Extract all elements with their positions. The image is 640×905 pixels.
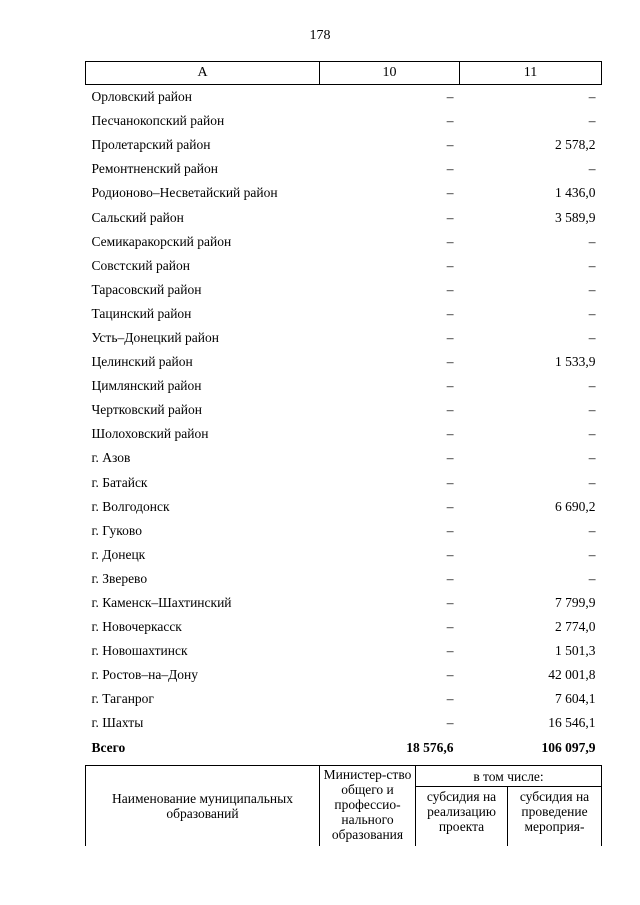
row-col-10: – bbox=[446, 426, 454, 442]
row-col-11: 16 546,1 bbox=[548, 715, 596, 731]
row-col-11: – bbox=[588, 426, 596, 442]
column-header-subsidy-project bbox=[416, 787, 508, 847]
row-name: г. Зверево bbox=[91, 570, 148, 586]
row-col-11: 2 774,0 bbox=[555, 619, 596, 635]
table-row bbox=[86, 278, 602, 302]
row-col-10: – bbox=[446, 619, 454, 635]
table-row bbox=[86, 157, 602, 181]
row-name: г. Ростов–на–Дону bbox=[91, 667, 199, 683]
row-col-10: – bbox=[446, 691, 454, 707]
row-name: г. Каменск–Шахтинский bbox=[91, 595, 232, 611]
table-row bbox=[86, 326, 602, 350]
row-col-11: – bbox=[588, 305, 596, 321]
row-col-10: – bbox=[446, 137, 454, 153]
row-col-10: – bbox=[446, 329, 454, 345]
row-name: Чертковский район bbox=[91, 402, 202, 418]
row-col-11: – bbox=[588, 161, 596, 177]
header-col-11: 11 bbox=[460, 62, 602, 85]
row-col-11: 2 578,2 bbox=[555, 137, 596, 153]
row-col-10: – bbox=[446, 522, 454, 538]
row-name: Семикаракорский район bbox=[91, 233, 232, 249]
row-col-11: 6 690,2 bbox=[555, 498, 596, 514]
row-name: Родионово–Несветайский район bbox=[91, 185, 278, 201]
row-name: г. Батайск bbox=[91, 474, 148, 490]
column-header-subsidy-events bbox=[508, 787, 602, 847]
table-row bbox=[86, 543, 602, 567]
row-col-10: – bbox=[446, 643, 454, 659]
row-name: Совстский район bbox=[91, 257, 190, 273]
table-row bbox=[86, 687, 602, 711]
row-col-10: – bbox=[446, 209, 454, 225]
header-col-10: 10 bbox=[320, 62, 460, 85]
row-col-10: – bbox=[446, 570, 454, 586]
row-col-10: – bbox=[446, 450, 454, 466]
row-name: Тацинский район bbox=[91, 305, 192, 321]
table-row bbox=[86, 205, 602, 229]
table-row bbox=[86, 639, 602, 663]
row-col-10: – bbox=[446, 715, 454, 731]
row-name: г. Донецк bbox=[91, 546, 146, 562]
row-name: г. Шахты bbox=[91, 715, 144, 731]
row-name: г. Азов bbox=[91, 450, 131, 466]
row-col-10: – bbox=[446, 161, 454, 177]
row-col-11: – bbox=[588, 522, 596, 538]
row-col-10: – bbox=[446, 233, 454, 249]
row-name: Тарасовский район bbox=[91, 281, 202, 297]
table-row bbox=[86, 302, 602, 326]
table-row bbox=[86, 374, 602, 398]
row-col-11: 1 436,0 bbox=[555, 185, 596, 201]
table-row bbox=[86, 471, 602, 495]
row-col-11: – bbox=[588, 329, 596, 345]
row-col-10: – bbox=[446, 498, 454, 514]
row-col-11: 3 589,9 bbox=[555, 209, 596, 225]
row-col-11: 7 799,9 bbox=[555, 595, 596, 611]
row-col-10: – bbox=[446, 281, 454, 297]
row-name: Песчанокопский район bbox=[91, 113, 225, 129]
table-row bbox=[86, 181, 602, 205]
table-row bbox=[86, 711, 602, 735]
row-name: Целинский район bbox=[91, 354, 193, 370]
row-col-10: – bbox=[446, 667, 454, 683]
column-header-municipality: Наименование муниципальных образований bbox=[86, 766, 320, 847]
table-row bbox=[86, 133, 602, 157]
column-header-ministry bbox=[320, 766, 416, 847]
table-row bbox=[86, 495, 602, 519]
row-col-11: – bbox=[588, 89, 596, 105]
row-col-11: – bbox=[588, 233, 596, 249]
row-col-10: – bbox=[446, 305, 454, 321]
row-col-11: 1 501,3 bbox=[555, 643, 596, 659]
row-name: г. Таганрог bbox=[91, 691, 154, 707]
row-name: Цимлянский район bbox=[91, 378, 202, 394]
row-col-10: – bbox=[446, 185, 454, 201]
row-col-10: – bbox=[446, 89, 454, 105]
column-header-ministry-text: Министер-ство общего и профессио-нального образования bbox=[323, 767, 412, 842]
table-row bbox=[86, 422, 602, 446]
row-col-11: – bbox=[588, 257, 596, 273]
data-table bbox=[85, 61, 602, 760]
row-col-11: – bbox=[588, 546, 596, 562]
row-col-11: – bbox=[588, 378, 596, 394]
row-col-10: – bbox=[446, 474, 454, 490]
row-col-10: – bbox=[446, 402, 454, 418]
header-col-a: А bbox=[86, 62, 320, 85]
row-col-11: – bbox=[588, 474, 596, 490]
table-row bbox=[86, 109, 602, 133]
total-col-10: 18 576,6 bbox=[406, 739, 454, 755]
row-col-11: – bbox=[588, 281, 596, 297]
table-row bbox=[86, 230, 602, 254]
row-name: Ремонтненский район bbox=[91, 161, 218, 177]
row-name: г. Новочеркасск bbox=[91, 619, 182, 635]
row-name: Сальский район bbox=[91, 209, 184, 225]
row-col-10: – bbox=[446, 354, 454, 370]
row-name: Усть–Донецкий район bbox=[91, 329, 219, 345]
total-label: Всего bbox=[91, 739, 126, 755]
row-col-10: – bbox=[446, 113, 454, 129]
row-col-10: – bbox=[446, 257, 454, 273]
row-col-10: – bbox=[446, 378, 454, 394]
row-col-11: – bbox=[588, 570, 596, 586]
table-row bbox=[86, 567, 602, 591]
row-col-11: 42 001,8 bbox=[548, 667, 596, 683]
row-col-11: – bbox=[588, 113, 596, 129]
table-row bbox=[86, 519, 602, 543]
table-row bbox=[86, 446, 602, 470]
total-row bbox=[86, 736, 602, 760]
table-header-row bbox=[86, 62, 602, 85]
table-row bbox=[86, 398, 602, 422]
table-row bbox=[86, 85, 602, 110]
row-name: Шолоховский район bbox=[91, 426, 209, 442]
row-col-11: 1 533,9 bbox=[555, 354, 596, 370]
column-header-subsidy-events-text: субсидия на проведение мероприя- bbox=[519, 788, 590, 834]
page-number: 178 bbox=[309, 28, 331, 43]
row-name: г. Гуково bbox=[91, 522, 142, 538]
row-col-10: – bbox=[446, 546, 454, 562]
table-row bbox=[86, 591, 602, 615]
row-col-11: – bbox=[588, 402, 596, 418]
row-col-11: 7 604,1 bbox=[555, 691, 596, 707]
table-row bbox=[86, 254, 602, 278]
table-row bbox=[86, 615, 602, 639]
total-col-11: 106 097,9 bbox=[541, 739, 596, 755]
column-header-subsidy-project-text: субсидия на реализацию проекта bbox=[426, 788, 497, 834]
row-col-11: – bbox=[588, 450, 596, 466]
next-table-header bbox=[85, 765, 602, 846]
row-name: Пролетарский район bbox=[91, 137, 211, 153]
row-name: г. Новошахтинск bbox=[91, 643, 188, 659]
table-row bbox=[86, 663, 602, 687]
table-row bbox=[86, 350, 602, 374]
row-name: Орловский район bbox=[91, 89, 192, 105]
row-col-10: – bbox=[446, 595, 454, 611]
row-name: г. Волгодонск bbox=[91, 498, 170, 514]
column-header-including: в том числе: bbox=[416, 766, 602, 787]
